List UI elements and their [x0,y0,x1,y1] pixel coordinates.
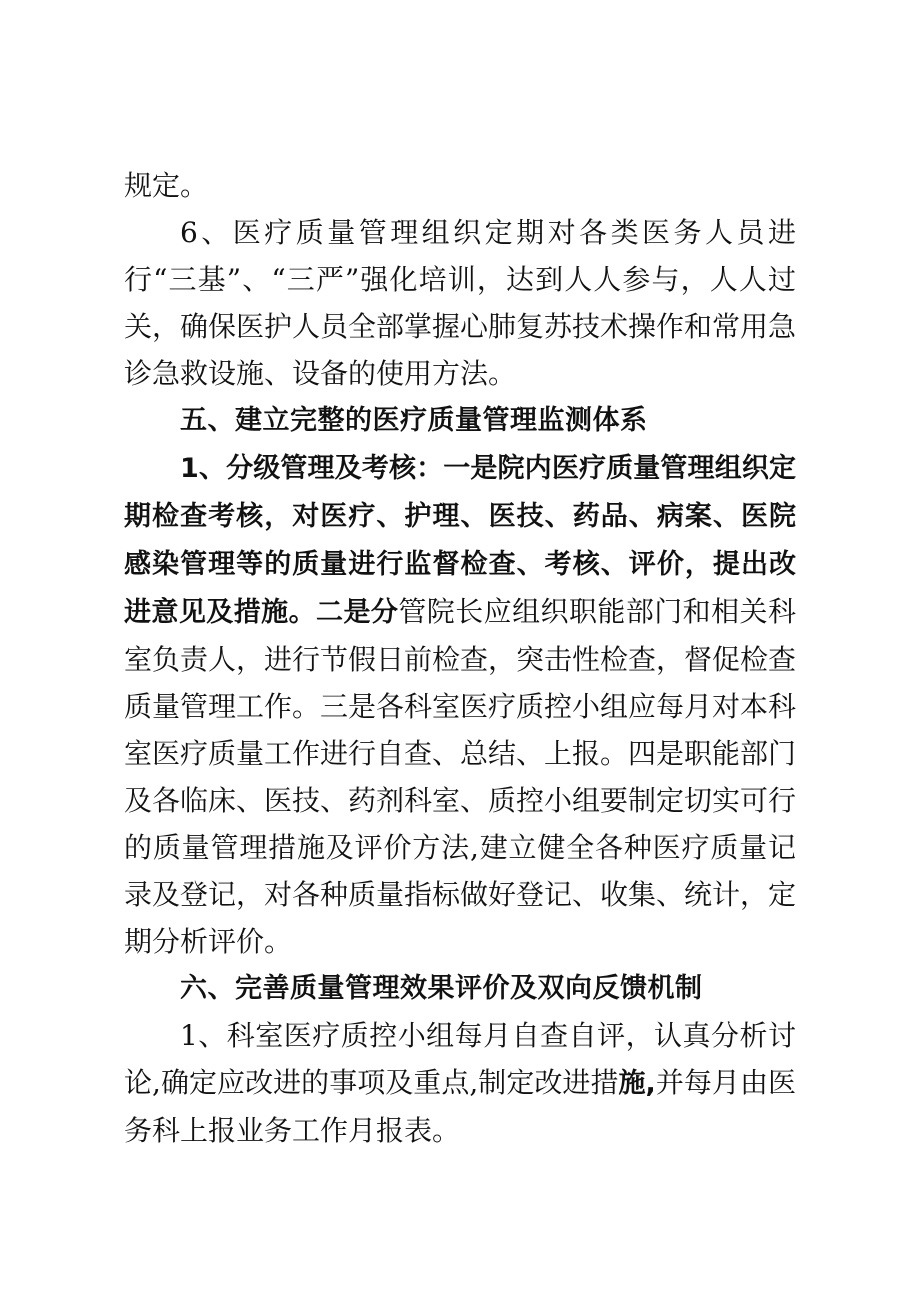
bold-text-span: 施, [618,1068,656,1099]
paragraph-training: 6、医疗质量管理组织定期对各类医务人员进行“三基”、“三严”强化培训，达到人人参与，人人过关，确保医护人员全部掌握心肺复苏技术操作和常用急诊急救设施、设备的使用方法。 [124,216,797,390]
paragraph-continuation: 规定。 [124,169,209,202]
regular-text-span: 管院长应组织职能部门和相关科室负责人，进行节假日前检查，突击性检查，督促检查质量管理工作。三是各科室医疗质控小组应每月对本科室医疗质量工作进行自查、总结、上报。四是职能部门及各临床、医技、药剂科室、质控小组要制定切实可行的质量管理措施及评价方法,建立健全各种医疗质量记录及登记，对各种质量指标做好登记、收集、统计，定期分析评价。 [124,595,797,958]
paragraph-self-assessment [124,1012,796,1154]
regular-text-span: 1、科室医疗质控小组每月自查自评，认真分析讨论,确定应改进的事项及重点,制定改进措 [124,1019,796,1099]
document-body [124,162,796,1154]
section-heading-six: 六、完善质量管理效果评价及双向反馈机制 [180,973,703,1004]
paragraph-tiered-management [124,444,796,965]
bold-text-span: 1、分级管理及考核：一是院内医疗质量管理组织定期检查考核，对医疗、护理、医技、药品、病案、医院感染管理等的质量进行监督检查、考核、评价，提出改进意见及措施。二是分 [124,453,796,628]
regular-text-span: 并每月由医务科上报业务工作月报表。 [124,1066,796,1147]
section-heading-five: 五、建立完整的医疗质量管理监测体系 [180,405,648,436]
